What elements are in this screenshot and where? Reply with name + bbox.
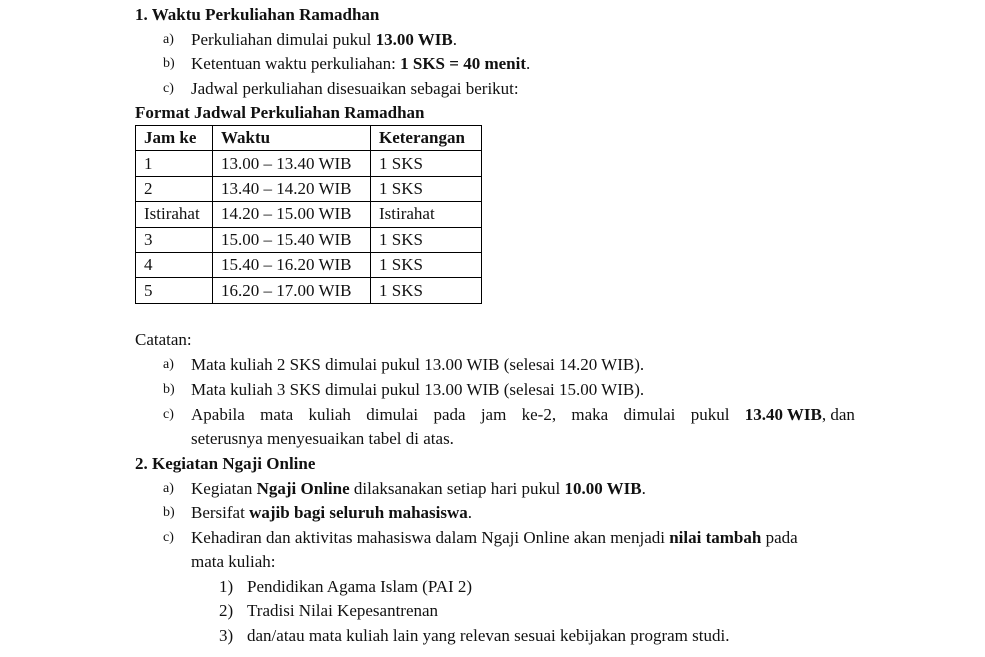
table-cell: 1 SKS xyxy=(371,151,482,176)
list-item: Jadwal perkuliahan disesuaikan sebagai berikut: xyxy=(191,79,519,98)
table-cell: 2 xyxy=(136,176,213,201)
note-bold-text: 13.40 WIB xyxy=(744,405,822,424)
item-text: . xyxy=(526,54,531,73)
list-marker: c) xyxy=(163,81,174,96)
table-cell: 1 SKS xyxy=(371,176,482,201)
note-word: mata xyxy=(260,405,294,424)
item-bold-text: nilai tambah xyxy=(669,528,762,547)
item-text: Kegiatan xyxy=(191,479,257,498)
note-word: pada xyxy=(433,405,466,424)
table-cell: 3 xyxy=(136,227,213,252)
list-item xyxy=(191,479,646,499)
list-marker: c) xyxy=(163,530,174,545)
note-word: dimulai xyxy=(366,405,419,424)
list-item xyxy=(191,503,472,523)
table-cell: 14.20 – 15.00 WIB xyxy=(213,202,371,227)
list-marker: a) xyxy=(163,481,174,496)
table-row xyxy=(136,202,482,227)
sublist-marker: 1) xyxy=(219,577,234,596)
item-text: . xyxy=(452,30,458,49)
item-text: Perkuliahan dimulai pukul xyxy=(191,30,376,49)
item-text: dilaksanakan setiap hari pukul xyxy=(349,479,565,498)
item-text: Kehadiran dan aktivitas mahasiswa dalam Ngaji Online akan menjadi xyxy=(191,528,670,547)
column-header: Keterangan xyxy=(371,126,482,151)
item-text: Ketentuan waktu perkuliahan: xyxy=(191,54,401,73)
notes-label: Catatan: xyxy=(135,330,192,349)
item-bold-text: wajib bagi seluruh mahasiswa xyxy=(249,503,468,522)
note-item: Mata kuliah 3 SKS dimulai pukul 13.00 WIB (selesai 15.00 WIB). xyxy=(191,380,645,399)
list-marker: c) xyxy=(163,407,174,422)
item-text: pada xyxy=(761,528,798,547)
note-item-justified-line xyxy=(191,405,855,425)
column-header: Jam ke xyxy=(136,126,213,151)
note-word: dimulai xyxy=(623,405,676,424)
table-cell: 1 xyxy=(136,151,213,176)
section-2-title: 2. Kegiatan Ngaji Online xyxy=(135,454,316,473)
table-cell: 13.40 – 14.20 WIB xyxy=(213,176,371,201)
sublist-item: Tradisi Nilai Kepesantrenan xyxy=(247,601,439,620)
list-marker: b) xyxy=(163,56,175,71)
sublist-marker: 2) xyxy=(219,601,234,620)
sublist-item: dan/atau mata kuliah lain yang relevan sesuai kebijakan program studi. xyxy=(247,626,730,645)
note-word: pukul xyxy=(690,405,730,424)
table-cell: 16.20 – 17.00 WIB xyxy=(213,278,371,303)
note-word-group xyxy=(745,405,855,425)
table-row xyxy=(136,176,482,201)
table-row xyxy=(136,278,482,303)
table-cell: 5 xyxy=(136,278,213,303)
item-text: Bersifat xyxy=(191,503,250,522)
list-item xyxy=(191,30,457,50)
table-row xyxy=(136,151,482,176)
note-word: kuliah xyxy=(308,405,351,424)
table-title: Format Jadwal Perkuliahan Ramadhan xyxy=(135,103,425,122)
table-cell: 4 xyxy=(136,252,213,277)
list-marker: b) xyxy=(163,505,175,520)
list-item xyxy=(191,528,798,548)
list-item-continuation: mata kuliah: xyxy=(191,552,276,571)
table-cell: Istirahat xyxy=(136,202,213,227)
sublist-marker: 3) xyxy=(219,626,234,645)
item-bold-text: 13.00 WIB xyxy=(375,30,453,49)
note-word: jam xyxy=(480,405,507,424)
item-bold-text: Ngaji Online xyxy=(256,479,350,498)
list-marker: b) xyxy=(163,382,175,397)
table-cell: 13.00 – 13.40 WIB xyxy=(213,151,371,176)
list-item xyxy=(191,54,530,74)
table-cell: 15.00 – 15.40 WIB xyxy=(213,227,371,252)
column-header: Waktu xyxy=(213,126,371,151)
note-item: Mata kuliah 2 SKS dimulai pukul 13.00 WIB (selesai 14.20 WIB). xyxy=(191,355,645,374)
item-text: . xyxy=(467,503,473,522)
table-cell: Istirahat xyxy=(371,202,482,227)
schedule-table xyxy=(135,125,482,304)
list-marker: a) xyxy=(163,32,174,47)
table-row xyxy=(136,252,482,277)
note-word: Apabila xyxy=(191,405,245,424)
list-marker: a) xyxy=(163,357,174,372)
table-row xyxy=(136,227,482,252)
table-cell: 1 SKS xyxy=(371,227,482,252)
item-text: . xyxy=(641,479,646,498)
note-word: maka xyxy=(571,405,609,424)
item-bold-text: 10.00 WIB xyxy=(564,479,642,498)
note-word: ke-2, xyxy=(521,405,557,424)
note-text: , dan xyxy=(821,405,855,424)
item-bold-text: 1 SKS = 40 menit xyxy=(400,54,526,73)
sublist-item: Pendidikan Agama Islam (PAI 2) xyxy=(247,577,473,596)
table-cell: 1 SKS xyxy=(371,278,482,303)
table-header-row xyxy=(136,126,482,151)
table-cell: 1 SKS xyxy=(371,252,482,277)
note-item-continuation: seterusnya menyesuaikan tabel di atas. xyxy=(191,429,454,448)
table-cell: 15.40 – 16.20 WIB xyxy=(213,252,371,277)
section-1-title: 1. Waktu Perkuliahan Ramadhan xyxy=(135,5,380,24)
